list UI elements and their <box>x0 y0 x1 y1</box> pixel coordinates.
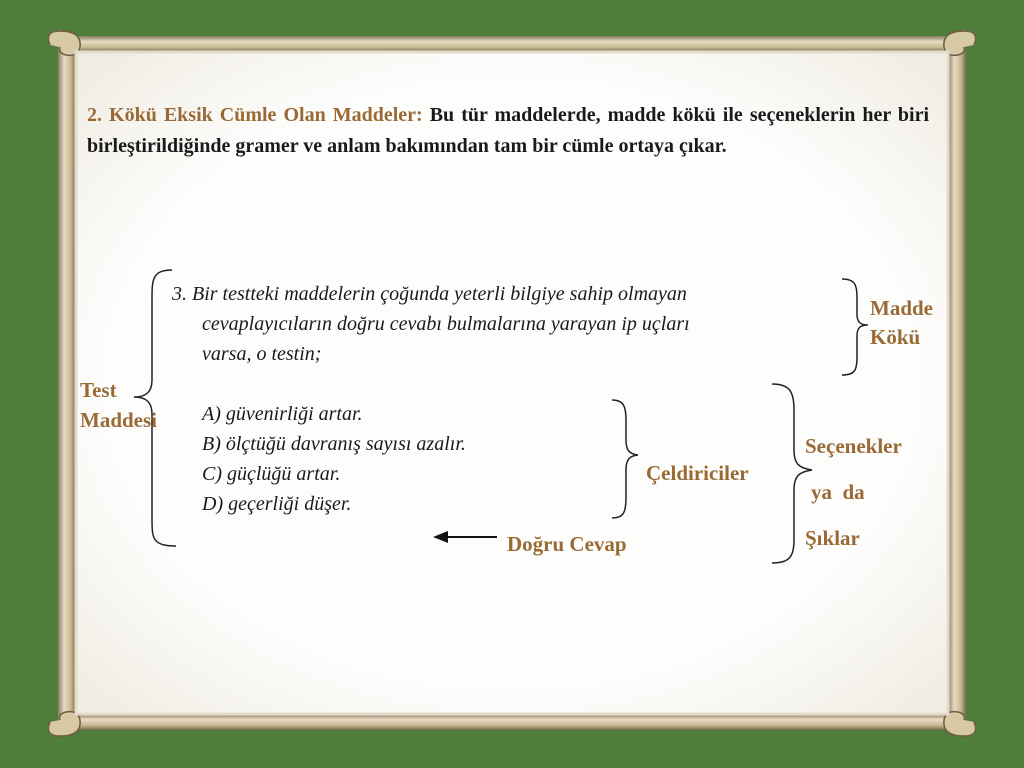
intro-paragraph <box>87 100 929 162</box>
stem-line: cevaplayıcıların doğru cevabı bulmalarına yarayan ip uçları <box>202 313 690 335</box>
label-test-maddesi: Test Maddesi <box>80 378 158 432</box>
label-dogru-cevap: Doğru Cevap <box>507 532 627 556</box>
paragraph-text: Bu tür maddelerde, madde kökü ile seçeneklerin her biri birleştirildiğinde gramer ve anlam bakımından tam bir cümle ortaya çıkar. <box>87 104 930 157</box>
stem-line: 3. Bir testteki maddelerin çoğunda yeterli bilgiye sahip olmayan <box>172 283 687 305</box>
label-madde-koku: Madde Kökü <box>870 296 933 349</box>
stem-line: varsa, o testin; <box>202 343 322 365</box>
paragraph-heading: 2. Kökü Eksik Cümle Olan Maddeler: <box>87 104 423 126</box>
option-d: D) geçerliği düşer. <box>202 493 352 515</box>
label-secenekler: Seçenekler ya da Şıklar <box>805 434 902 550</box>
test-item <box>172 279 852 519</box>
option-a: A) güvenirliği artar. <box>202 403 363 425</box>
label-celdiriciler: Çeldiriciler <box>646 461 749 485</box>
option-c: C) güçlüğü artar. <box>202 463 341 485</box>
item-spacer <box>172 369 852 399</box>
option-b: B) ölçtüğü davranış sayısı azalır. <box>202 433 466 455</box>
